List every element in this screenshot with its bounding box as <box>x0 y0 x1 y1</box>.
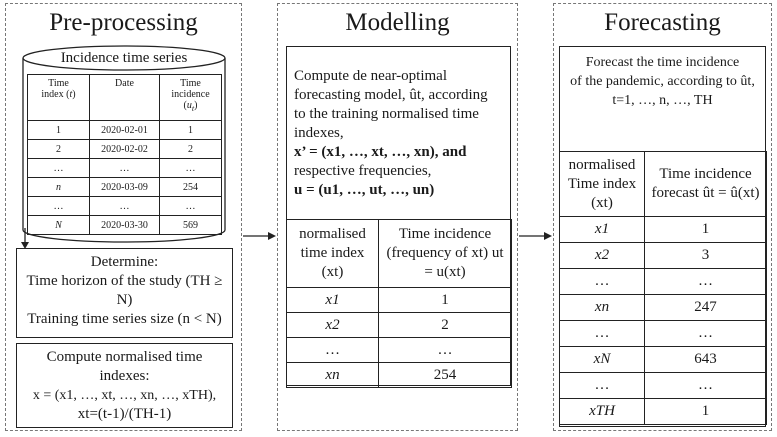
forecasting-line: t=1, …, n, …, TH <box>612 93 713 108</box>
modelling-table <box>286 219 512 388</box>
incidence-header-time-index: Time index (t) <box>28 75 90 121</box>
forecasting-line: of the pandemic, according to ût, <box>570 74 755 89</box>
table-cell: x1 <box>287 288 379 313</box>
table-cell: 1 <box>379 288 512 313</box>
incidence-table <box>27 74 222 235</box>
incidence-header-date: Date <box>90 75 160 121</box>
table-cell: 254 <box>379 363 512 388</box>
forecasting-title: Forecasting <box>604 9 721 36</box>
table-cell: 643 <box>645 347 767 373</box>
incidence-header-incidence: Time incidence $(u_t)$ <box>160 75 222 121</box>
table-cell: … <box>287 338 379 363</box>
modelling-line: forecasting model, ût, according <box>294 87 488 103</box>
forecasting-header-forecast: Time incidence forecast ût = û(xt) <box>645 152 767 217</box>
table-cell: 2020-03-30 <box>90 216 160 235</box>
table-cell: 1 <box>645 399 767 425</box>
modelling-header-incidence: Time incidence (frequency of xt) ut = u(xt) <box>379 220 512 288</box>
forecasting-table <box>559 151 767 425</box>
normalise-line: x = (x1, …, xt, …, xn, …, xTH), <box>32 388 217 403</box>
table-cell: 247 <box>645 295 767 321</box>
forecasting-header-index: normalised Time index (xt) <box>560 152 645 217</box>
normalise-line: xt=(t-1)/(TH-1) <box>77 406 172 422</box>
forecasting-description <box>563 53 762 110</box>
modelling-line: respective frequencies, <box>294 163 432 179</box>
table-cell: … <box>379 338 512 363</box>
table-cell: 2020-02-02 <box>90 140 160 159</box>
table-cell: 2020-03-09 <box>90 178 160 197</box>
table-cell: xTH <box>560 399 645 425</box>
modelling-title: Modelling <box>345 9 450 36</box>
table-cell: … <box>560 373 645 399</box>
table-cell: 1 <box>28 121 90 140</box>
modelling-header-index: normalised time index (xt) <box>287 220 379 288</box>
down-arrow-icon <box>18 228 32 250</box>
table-cell: … <box>645 373 767 399</box>
forecasting-panel <box>553 3 772 431</box>
table-cell: … <box>160 197 222 216</box>
table-cell: … <box>560 321 645 347</box>
determine-line: Determine: <box>90 254 159 270</box>
table-cell: 1 <box>160 121 222 140</box>
table-cell: xN <box>560 347 645 373</box>
table-cell: 1 <box>645 217 767 243</box>
normalise-box <box>16 343 233 428</box>
table-cell: 3 <box>645 243 767 269</box>
modelling-line: to the training normalised time <box>294 106 479 122</box>
right-arrow-icon <box>519 229 553 243</box>
table-cell: 2020-02-01 <box>90 121 160 140</box>
table-cell: … <box>645 321 767 347</box>
determine-line: Training time series size (n < N) <box>27 311 222 327</box>
table-cell: 569 <box>160 216 222 235</box>
table-cell: … <box>90 197 160 216</box>
modelling-line: u = (u1, …, ut, …, un) <box>294 182 435 198</box>
table-cell: n <box>28 178 90 197</box>
right-arrow-icon <box>243 229 277 243</box>
normalise-line: Compute normalised time <box>46 349 203 365</box>
determine-line: N) <box>116 292 133 308</box>
table-cell: x2 <box>287 313 379 338</box>
table-cell: 2 <box>379 313 512 338</box>
table-cell: 2 <box>160 140 222 159</box>
forecasting-box <box>559 46 766 427</box>
modelling-line: indexes, <box>294 125 344 141</box>
modelling-line: Compute de near-optimal <box>294 68 447 84</box>
table-cell: xn <box>560 295 645 321</box>
database-title: Incidence time series <box>60 50 188 66</box>
table-cell: x1 <box>560 217 645 243</box>
preprocessing-title: Pre-processing <box>49 9 198 36</box>
table-cell: … <box>160 159 222 178</box>
determine-line: Time horizon of the study (TH ≥ <box>26 273 223 289</box>
table-cell: x2 <box>560 243 645 269</box>
table-cell: 2 <box>28 140 90 159</box>
modelling-panel <box>277 3 518 431</box>
table-cell: … <box>28 159 90 178</box>
modelling-description <box>294 67 506 200</box>
table-cell: … <box>90 159 160 178</box>
modelling-line: x’ = (x1, …, xt, …, xn), and <box>294 144 467 160</box>
table-cell: 254 <box>160 178 222 197</box>
modelling-box <box>286 46 511 386</box>
table-cell: xn <box>287 363 379 388</box>
preprocessing-panel <box>5 3 242 431</box>
forecasting-line: Forecast the time incidence <box>585 55 740 70</box>
table-cell: N <box>28 216 90 235</box>
table-cell: … <box>560 269 645 295</box>
table-cell: … <box>645 269 767 295</box>
table-cell: … <box>28 197 90 216</box>
determine-box <box>16 248 233 338</box>
normalise-line: indexes: <box>99 368 150 384</box>
